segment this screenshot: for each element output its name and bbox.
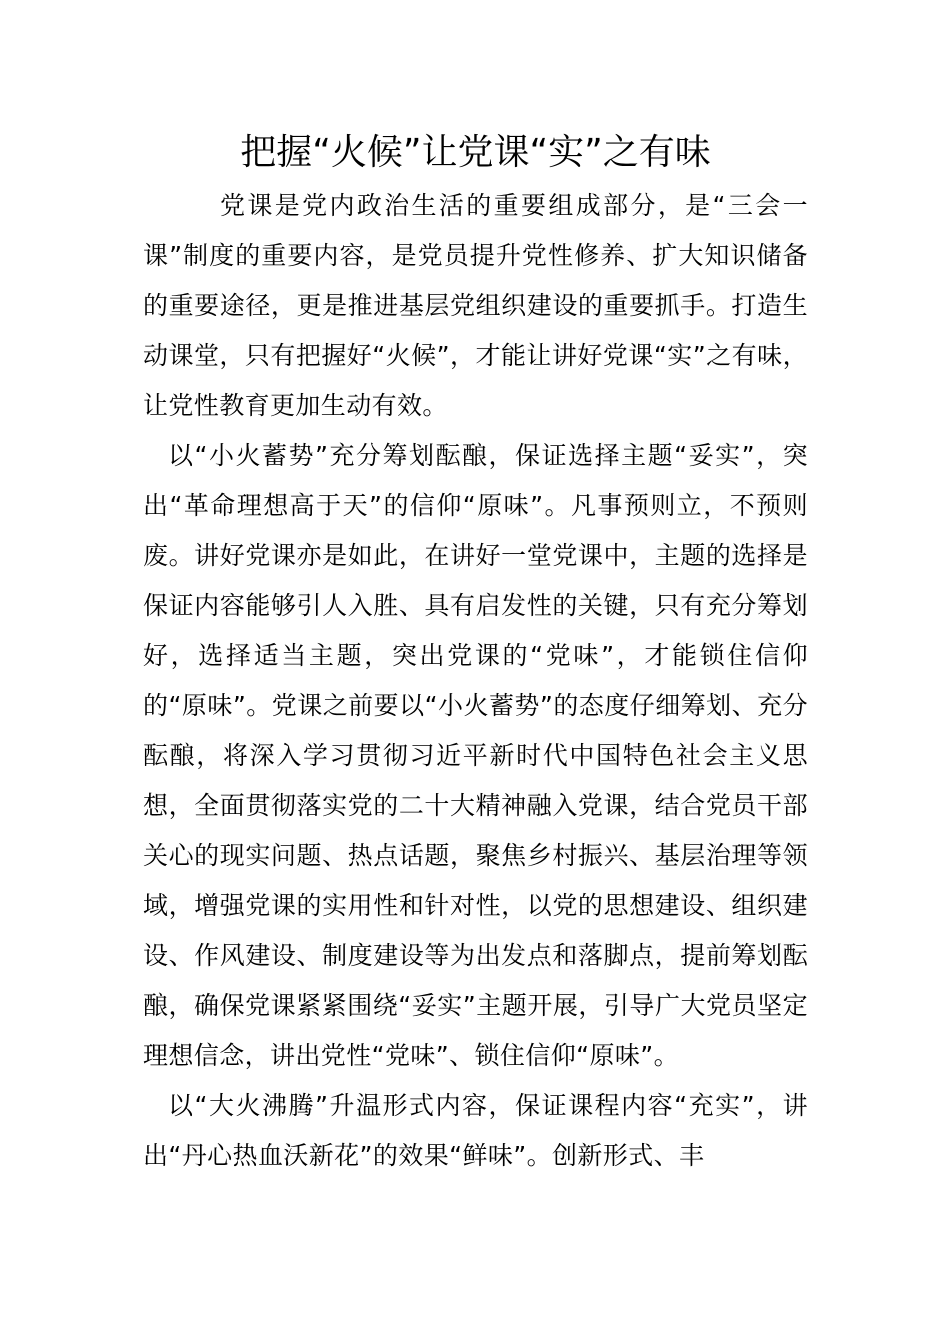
document-title: 把握“火候”让党课“实”之有味 <box>240 132 711 173</box>
document-page <box>143 125 808 1181</box>
paragraph-big-fire: 以“大火沸腾”升温形式内容，保证课程内容“充实”，讲出“丹心热血沃新花”的效果“鲜味”。创新形式、丰 <box>143 1091 808 1170</box>
paragraph-small-fire: 以“小火蓄势”充分筹划酝酿，保证选择主题“妥实”，突出“革命理想高于天”的信仰“原味”。凡事预则立，不预则废。讲好党课亦是如此，在讲好一堂党课中，主题的选择是保证内容能够引人入胜、具有启发性的关键，只有充分筹划好，选择适当主题，突出党课的“党味”，才能锁住信仰的“原味”。党课之前要以“小火蓄势”的态度仔细筹划、充分酝酿，将深入学习贯彻习近平新时代中国特色社会主义思想，全面贯彻落实党的二十大精神融入党课，结合党员干部关心的现实问题、热点话题，聚焦乡村振兴、基层治理等领域，增强党课的实用性和针对性，以党的思想建设、组织建设、作风建设、制度建设等为出发点和落脚点，提前筹划酝酿，确保党课紧紧围绕“妥实”主题开展，引导广大党员坚定理想信念，讲出党性“党味”、锁住信仰“原味”。 <box>143 441 808 1070</box>
paragraph-intro: 党课是党内政治生活的重要组成部分，是“三会一课”制度的重要内容，是党员提升党性修养、扩大知识储备的重要途径，更是推进基层党组织建设的重要抓手。打造生动课堂，只有把握好“火候”，才能让讲好党课“实”之有味，让党性教育更加生动有效。 <box>143 191 808 420</box>
